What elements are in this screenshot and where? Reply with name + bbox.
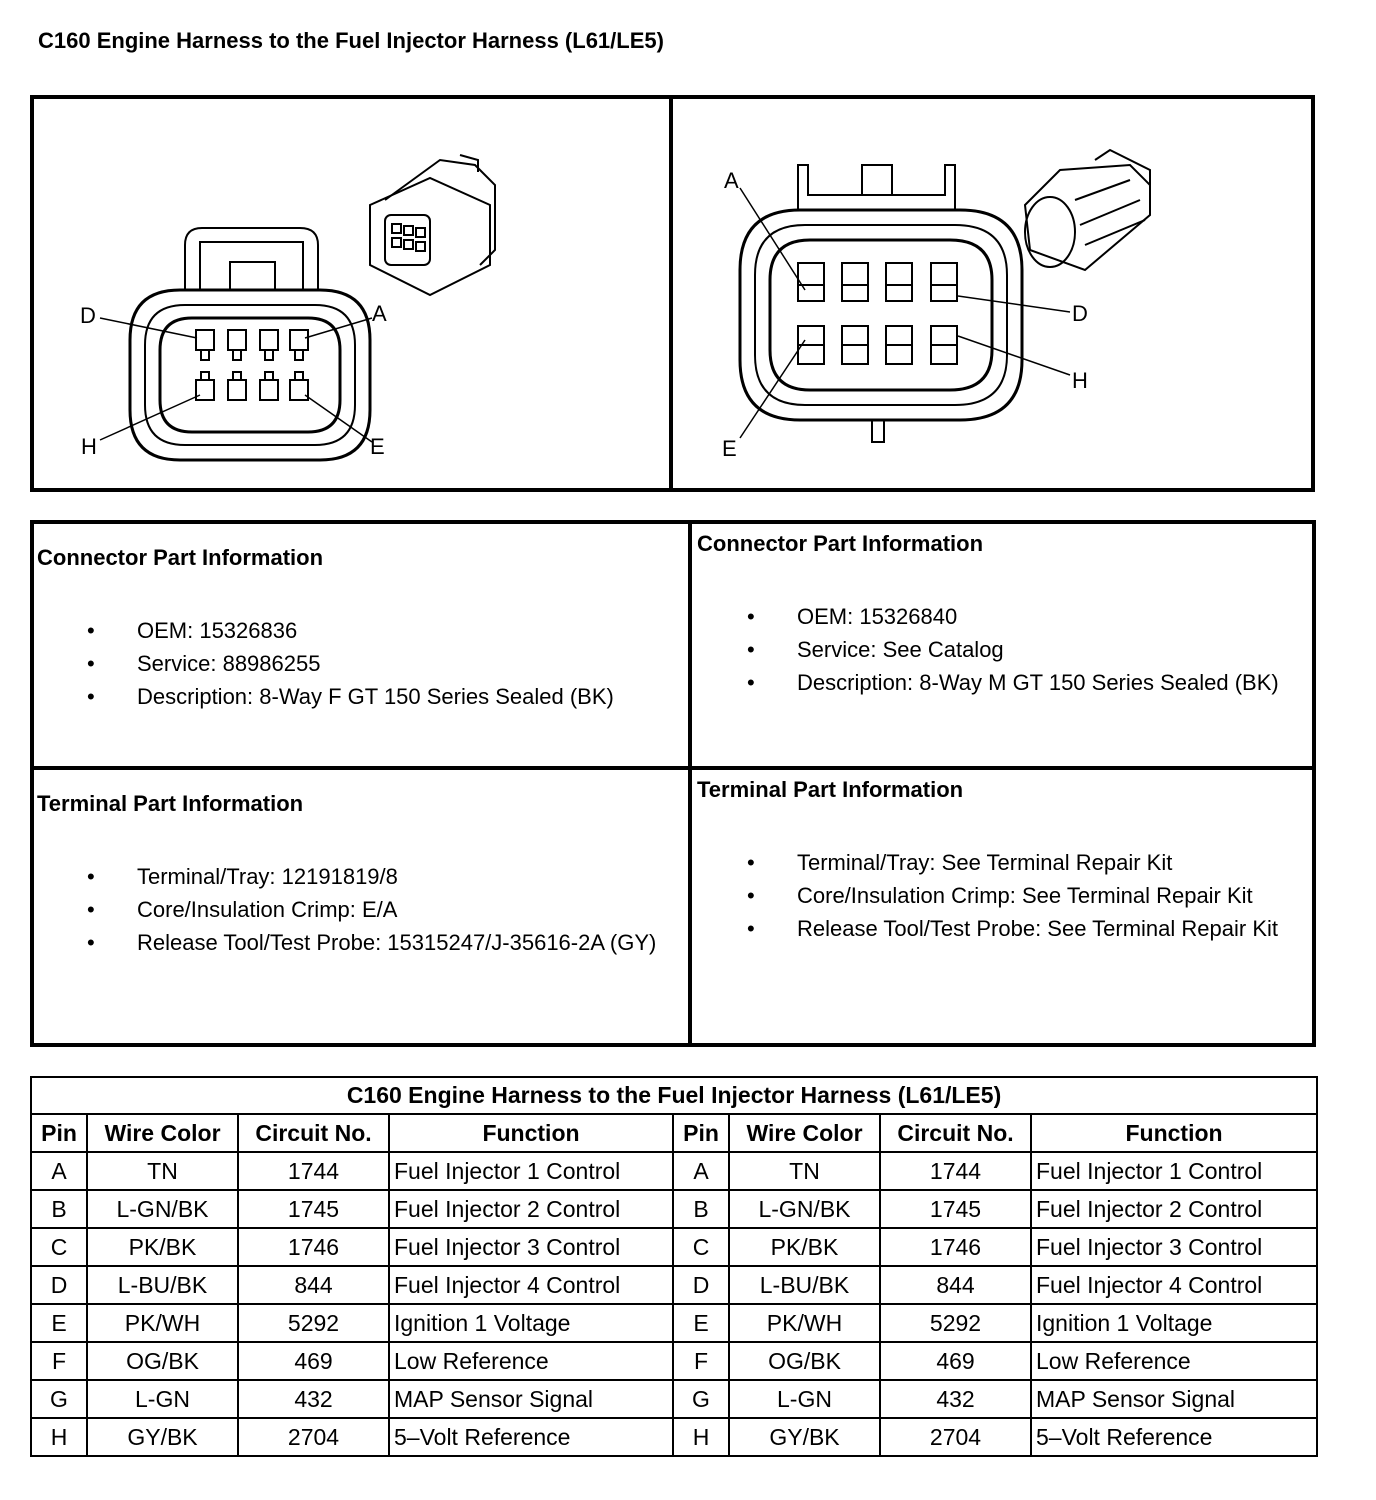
table-cell: 1746: [880, 1228, 1031, 1266]
table-cell: 469: [880, 1342, 1031, 1380]
table-cell: 1744: [238, 1152, 389, 1190]
table-cell: L-GN: [729, 1380, 880, 1418]
list-item: • Release Tool/Test Probe: 15315247/J-35616-2A (GY): [37, 928, 687, 957]
table-cell: Ignition 1 Voltage: [389, 1304, 673, 1342]
table-row: [31, 1152, 1317, 1190]
table-row: [31, 1304, 1317, 1342]
table-caption: C160 Engine Harness to the Fuel Injector Harness (L61/LE5): [31, 1077, 1317, 1114]
table-cell: L-GN/BK: [87, 1190, 238, 1228]
table-cell: 5–Volt Reference: [1031, 1418, 1317, 1456]
list-item: • Service: 88986255: [37, 649, 687, 678]
table-row: [31, 1380, 1317, 1418]
table-cell: 1745: [880, 1190, 1031, 1228]
table-cell: Low Reference: [389, 1342, 673, 1380]
pinout-table: [30, 1076, 1318, 1457]
table-row: [31, 1266, 1317, 1304]
left-terminal-list: [37, 862, 687, 961]
list-item: • Terminal/Tray: 12191819/8: [37, 862, 687, 891]
table-cell: H: [673, 1418, 729, 1456]
table-cell: D: [673, 1266, 729, 1304]
table-cell: TN: [87, 1152, 238, 1190]
table-cell: PK/WH: [729, 1304, 880, 1342]
table-cell: B: [31, 1190, 87, 1228]
table-cell: 5292: [238, 1304, 389, 1342]
table-caption-row: [31, 1077, 1317, 1114]
table-cell: MAP Sensor Signal: [389, 1380, 673, 1418]
table-cell: PK/BK: [87, 1228, 238, 1266]
right-terminal-list: [697, 848, 1297, 947]
table-cell: Fuel Injector 1 Control: [1031, 1152, 1317, 1190]
list-item: • Terminal/Tray: See Terminal Repair Kit: [697, 848, 1297, 877]
part-info-divider-horizontal: [30, 766, 1316, 770]
table-cell: H: [31, 1418, 87, 1456]
male-pin-row-top: [798, 263, 957, 301]
list-item: • Core/Insulation Crimp: See Terminal Repair Kit: [697, 881, 1297, 910]
table-cell: L-BU/BK: [87, 1266, 238, 1304]
pin-label-h-left: H: [81, 434, 97, 459]
table-row: [31, 1418, 1317, 1456]
table-cell: D: [31, 1266, 87, 1304]
page-title: C160 Engine Harness to the Fuel Injector Harness (L61/LE5): [38, 28, 664, 53]
list-item: • Description: 8-Way M GT 150 Series Sealed (BK): [697, 668, 1297, 697]
pin-label-e-right: E: [722, 436, 737, 461]
column-header: Wire Color: [87, 1114, 238, 1152]
column-header: Circuit No.: [238, 1114, 389, 1152]
male-connector-iso: [1025, 150, 1150, 270]
pin-label-a-left: A: [372, 301, 387, 326]
table-cell: GY/BK: [87, 1418, 238, 1456]
pin-label-d-left: D: [80, 303, 96, 328]
table-cell: OG/BK: [87, 1342, 238, 1380]
table-cell: G: [31, 1380, 87, 1418]
male-connector-face: [740, 165, 1070, 442]
table-cell: 432: [880, 1380, 1031, 1418]
table-cell: 5292: [880, 1304, 1031, 1342]
table-cell: PK/BK: [729, 1228, 880, 1266]
pin-row-top: [196, 330, 308, 360]
right-terminal-info: [697, 777, 1307, 941]
list-item: • Description: 8-Way F GT 150 Series Sealed (BK): [37, 682, 687, 711]
column-header: Circuit No.: [880, 1114, 1031, 1152]
table-cell: 2704: [880, 1418, 1031, 1456]
table-cell: Fuel Injector 2 Control: [1031, 1190, 1317, 1228]
right-connector-list: [697, 602, 1297, 701]
female-connector-face: [100, 228, 372, 460]
table-cell: TN: [729, 1152, 880, 1190]
connector-diagrams: [0, 0, 1376, 500]
list-item: • OEM: 15326840: [697, 602, 1297, 631]
male-pin-row-bottom: [798, 326, 957, 364]
table-cell: 432: [238, 1380, 389, 1418]
column-header: Function: [1031, 1114, 1317, 1152]
right-connector-info: [697, 531, 1307, 695]
left-connector-info: [37, 545, 687, 709]
column-header: Pin: [673, 1114, 729, 1152]
table-cell: F: [31, 1342, 87, 1380]
table-cell: F: [673, 1342, 729, 1380]
table-cell: E: [31, 1304, 87, 1342]
table-cell: OG/BK: [729, 1342, 880, 1380]
table-cell: L-GN: [87, 1380, 238, 1418]
right-terminal-heading: Terminal Part Information: [697, 777, 964, 802]
pin-label-a-right: A: [724, 168, 739, 193]
table-cell: Fuel Injector 4 Control: [389, 1266, 673, 1304]
table-cell: Low Reference: [1031, 1342, 1317, 1380]
table-row: [31, 1342, 1317, 1380]
pin-label-e-left: E: [370, 434, 385, 459]
left-terminal-heading: Terminal Part Information: [37, 791, 304, 816]
list-item: • Service: See Catalog: [697, 635, 1297, 664]
column-header: Pin: [31, 1114, 87, 1152]
pin-row-bottom: [196, 372, 308, 400]
table-cell: 5–Volt Reference: [389, 1418, 673, 1456]
table-cell: Ignition 1 Voltage: [1031, 1304, 1317, 1342]
list-item: • Release Tool/Test Probe: See Terminal Repair Kit: [697, 914, 1297, 943]
table-cell: 1746: [238, 1228, 389, 1266]
column-header: Function: [389, 1114, 673, 1152]
table-row: [31, 1228, 1317, 1266]
table-header-row: [31, 1114, 1317, 1152]
table-cell: Fuel Injector 4 Control: [1031, 1266, 1317, 1304]
table-cell: Fuel Injector 2 Control: [389, 1190, 673, 1228]
column-header: Wire Color: [729, 1114, 880, 1152]
table-cell: B: [673, 1190, 729, 1228]
part-info-divider-vertical: [688, 520, 692, 1047]
table-cell: L-GN/BK: [729, 1190, 880, 1228]
table-cell: Fuel Injector 3 Control: [1031, 1228, 1317, 1266]
list-item: • OEM: 15326836: [37, 616, 687, 645]
table-cell: C: [31, 1228, 87, 1266]
table-cell: 1744: [880, 1152, 1031, 1190]
table-cell: C: [673, 1228, 729, 1266]
table-cell: A: [31, 1152, 87, 1190]
pin-label-d-right: D: [1072, 301, 1088, 326]
table-cell: 2704: [238, 1418, 389, 1456]
table-cell: G: [673, 1380, 729, 1418]
table-cell: 844: [880, 1266, 1031, 1304]
table-cell: PK/WH: [87, 1304, 238, 1342]
table-cell: 1745: [238, 1190, 389, 1228]
left-connector-heading: Connector Part Information: [37, 545, 324, 570]
table-cell: GY/BK: [729, 1418, 880, 1456]
table-cell: Fuel Injector 3 Control: [389, 1228, 673, 1266]
female-connector-iso: [370, 155, 495, 295]
table-cell: L-BU/BK: [729, 1266, 880, 1304]
table-row: [31, 1190, 1317, 1228]
list-item: • Core/Insulation Crimp: E/A: [37, 895, 687, 924]
table-cell: Fuel Injector 1 Control: [389, 1152, 673, 1190]
left-connector-list: [37, 616, 687, 715]
pin-label-h-right: H: [1072, 368, 1088, 393]
left-terminal-info: [37, 791, 687, 955]
table-cell: 844: [238, 1266, 389, 1304]
right-connector-heading: Connector Part Information: [697, 531, 984, 556]
table-cell: 469: [238, 1342, 389, 1380]
table-cell: MAP Sensor Signal: [1031, 1380, 1317, 1418]
table-cell: A: [673, 1152, 729, 1190]
table-cell: E: [673, 1304, 729, 1342]
